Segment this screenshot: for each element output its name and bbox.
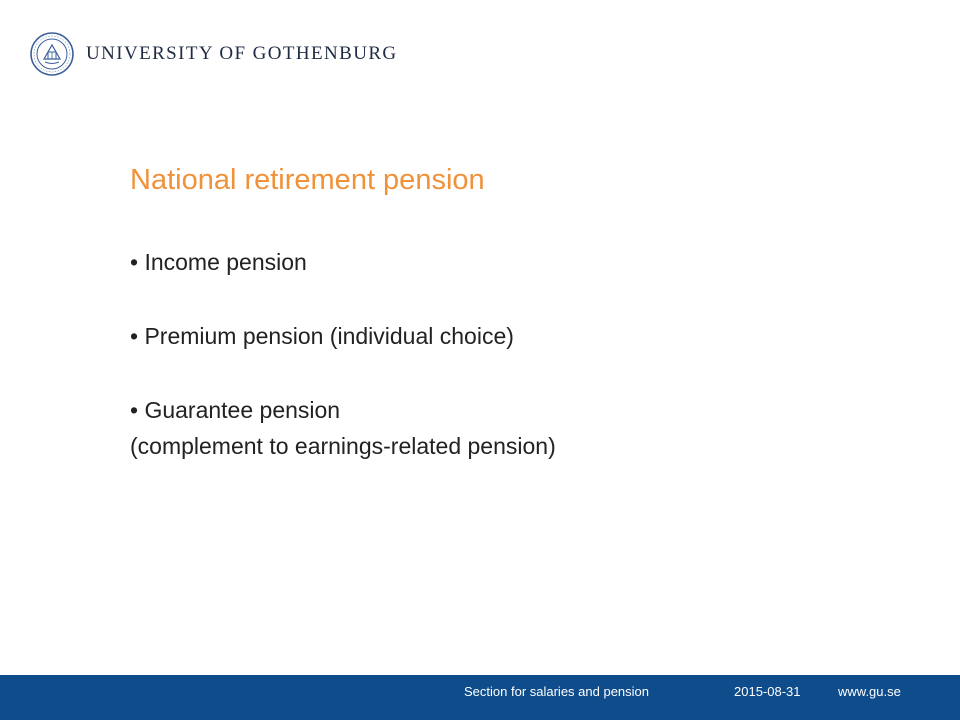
bullet-list	[130, 244, 850, 502]
bullet-continuation: (complement to earnings-related pension)	[130, 433, 556, 459]
university-seal-icon	[30, 32, 74, 76]
bullet-text: • Premium pension (individual choice)	[130, 323, 514, 349]
bullet-text: • Income pension	[130, 249, 307, 275]
bullet-premium-pension	[130, 318, 850, 354]
footer-bar	[0, 675, 960, 720]
footer-date: 2015-08-31	[734, 684, 801, 699]
bullet-text: • Guarantee pension	[130, 397, 341, 423]
bullet-guarantee-pension	[130, 392, 850, 464]
university-name: UNIVERSITY OF GOTHENBURG	[86, 43, 398, 64]
bullet-income-pension	[130, 244, 850, 280]
footer-section: Section for salaries and pension	[464, 684, 650, 699]
footer-url[interactable]: www.gu.se	[838, 684, 901, 699]
slide-title: National retirement pension	[130, 164, 485, 196]
header	[30, 32, 398, 76]
